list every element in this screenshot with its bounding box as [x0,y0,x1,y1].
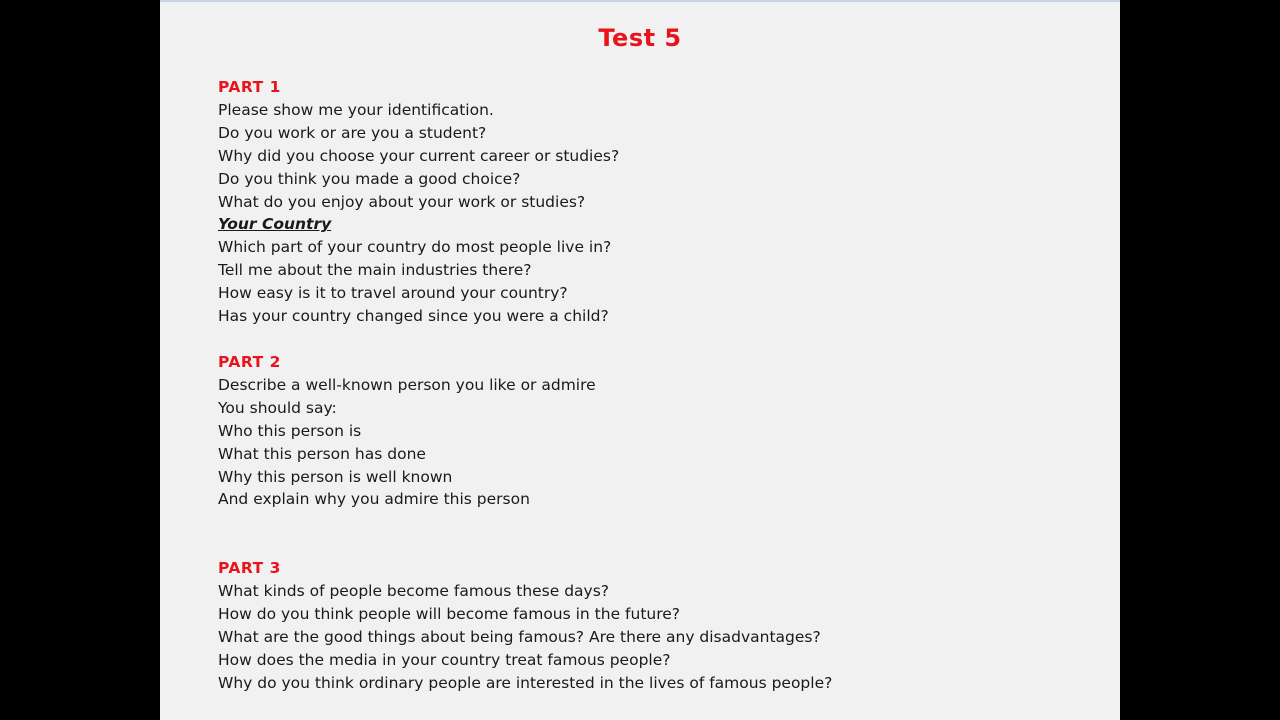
your-country-subheading: Your Country [218,215,332,234]
part-1-question: What do you enjoy about your work or studies? [218,192,586,211]
document-page [160,0,1120,720]
part-1-question: Please show me your identification. [218,101,494,119]
part-3-question: What are the good things about being famous? Are there any disadvantages? [218,627,821,646]
part-3-question: How does the media in your country treat famous people? [218,650,671,669]
document-title: Test 5 [598,24,682,52]
part-2-section [218,351,596,511]
part-1-heading: PART 1 [218,78,281,96]
part-1-country-question: How easy is it to travel around your country? [218,284,568,303]
part-3-section [218,557,832,694]
part-2-line: Describe a well-known person you like or admire [218,376,596,394]
part-3-question: How do you think people will become famous in the future? [218,604,681,623]
part-2-line: What this person has done [218,444,426,463]
part-2-line: Who this person is [218,421,362,440]
part-2-line: And explain why you admire this person [218,490,530,509]
part-2-line: You should say: [218,398,337,417]
part-1-question: Why did you choose your current career or studies? [218,146,620,165]
part-2-heading: PART 2 [218,353,281,371]
part-1-country-question: Which part of your country do most people live in? [218,238,612,257]
part-3-heading: PART 3 [218,559,281,577]
part-1-country-question: Tell me about the main industries there? [218,261,532,280]
part-1-country-question: Has your country changed since you were a child? [218,307,609,326]
part-3-question: Why do you think ordinary people are interested in the lives of famous people? [218,673,833,692]
part-1-question: Do you work or are you a student? [218,123,487,142]
part-1-section [218,76,619,328]
part-1-question: Do you think you made a good choice? [218,169,521,188]
part-3-question: What kinds of people become famous these days? [218,582,610,600]
part-2-line: Why this person is well known [218,467,453,486]
